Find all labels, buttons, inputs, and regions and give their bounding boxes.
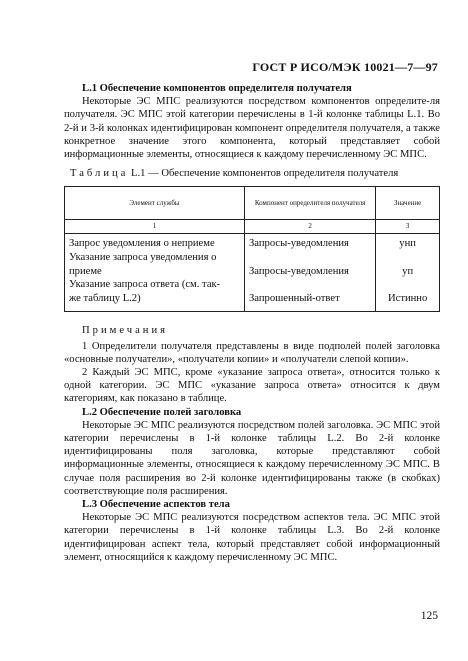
table-cell-text: Запрос уведомления о неприеме [69, 238, 215, 250]
header-component: Компонент определителя получателя [245, 187, 376, 220]
page-content [64, 82, 440, 564]
table-number-row [65, 220, 440, 234]
table-cell-text [249, 278, 371, 292]
table-cell-text [380, 278, 435, 292]
section-l3-paragraph: Некоторые ЭС МПС реализуются посредством аспектов тела. ЭС МПС этой категории перечислены в 1-й колонке таблицы L.3. Во 2-й колонке идентифицирован аспект тела, который представляет собой информационный элемент, относящийся к каждому перечисленному ЭС МПС. [64, 512, 440, 563]
table-cell-text: Запросы-уведомления [249, 265, 349, 277]
table-caption-word: Таблица [70, 168, 129, 180]
table-caption-title: L.1 — Обеспечение компонентов определителя получателя [131, 168, 399, 180]
standard-header: ГОСТ Р ИСО/МЭК 10021—7—97 [252, 60, 438, 74]
table-cell-text: приеме [69, 265, 102, 277]
note-1: 1 Определители получателя представлены в виде подполей полей заголовка «основные получатели», «получатели копии» и «получатели слепой копии». [64, 340, 440, 365]
section-l1-paragraph: Некоторые ЭС МПС реализуются посредством компонентов определите-ля получателя. ЭС МПС этой категории перечислены в 1-й колонке таблицы L.1. Во 2-й и 3-й колонках идентифицирован компонент определителя получателя, а также конкретное значение этого компонента, который представляет собой информационные элементы, относящиеся к каждому перечисленному ЭС МПС. [64, 96, 440, 161]
components-table [64, 186, 440, 312]
column-number-3: 3 [376, 220, 440, 234]
table-cell-text: унп [399, 238, 416, 250]
notes-heading: Примечания [82, 325, 168, 337]
table-body-row [65, 234, 440, 312]
table-cell-text [380, 251, 435, 265]
page-number: 125 [420, 610, 438, 622]
section-l2-paragraph: Некоторые ЭС МПС реализуются посредством полей заголовка. ЭС МПС этой категории перечислены в 1-й колонке таблицы L.2. Во 2-й колонке идентифицированы поля заголовка, которые представляют собой информационные элементы, относящиеся к каждому перечисленному ЭС МПС. В случае поля расширения во 2-й колонке идентифицированы также (в скобках) соответствующие поля расширения. [64, 419, 440, 497]
header-value: Значение [376, 187, 440, 220]
table-cell-text: Указание запроса уведомления о [69, 252, 217, 264]
table-cell-text: Указание запроса ответа (см. так- [69, 279, 221, 291]
header-service-element: Элемент службы [65, 187, 245, 220]
table-header-row [65, 187, 440, 220]
table-cell-text [249, 251, 371, 265]
service-elements-cell [65, 234, 245, 312]
table-caption [64, 167, 440, 180]
note-2: 2 Каждый ЭС МПС, кроме «указание запроса ответа», относится только к одной категории. ЭС МПС «указание запроса ответа» относится к двум категориям, как показано в таблице. [64, 367, 440, 405]
components-cell [245, 234, 376, 312]
table-cell-text: Истинно [387, 292, 428, 304]
table-cell-text: Запрошенный-ответ [249, 292, 340, 304]
section-l2-heading: L.2 Обеспечение полей заголовка [82, 406, 242, 418]
section-l3-heading: L.3 Обеспечение аспектов тела [82, 499, 230, 511]
table-cell-text: уп [402, 265, 414, 277]
table-cell-text: Запросы-уведомления [249, 238, 349, 250]
table-cell-text: же таблицу L.2) [69, 292, 141, 304]
column-number-1: 1 [65, 220, 245, 234]
section-l1-heading: L.1 Обеспечение компонентов определителя получателя [82, 83, 352, 94]
column-number-2: 2 [245, 220, 376, 234]
values-cell [376, 234, 440, 312]
